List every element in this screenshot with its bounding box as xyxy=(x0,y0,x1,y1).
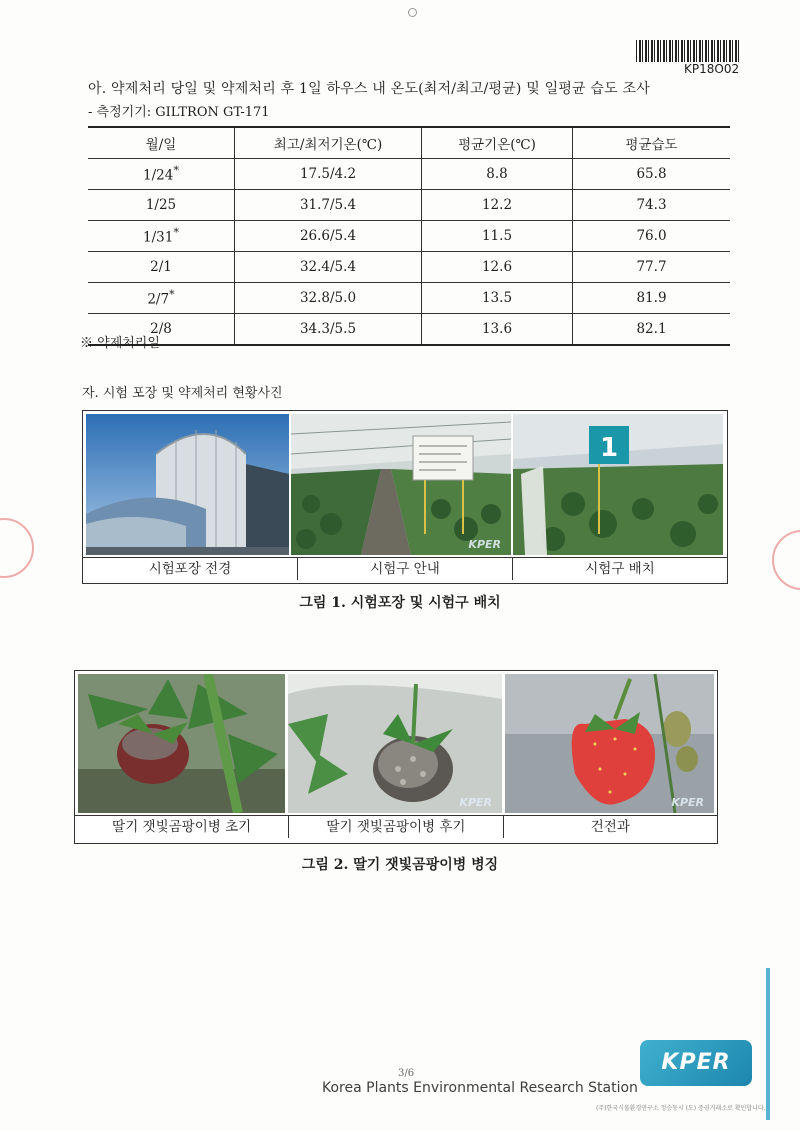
caption-plot-guide: 시험구 안내 xyxy=(297,558,512,580)
seal-stamp-left xyxy=(0,518,34,578)
max-min-cell: 31.7/5.4 xyxy=(235,190,422,221)
barcode xyxy=(636,40,740,62)
caption-healthy-fruit: 건전과 xyxy=(503,816,717,838)
page-number: 3/6 xyxy=(398,1068,415,1079)
trial-plot-guide-photo xyxy=(291,414,511,555)
column-header-max-min-temp: 최고/최저기온(℃) xyxy=(235,127,422,159)
column-header-mean-temp: 평균기온(℃) xyxy=(422,127,573,159)
mean-temp-cell: 13.6 xyxy=(422,314,573,346)
trial-plot-layout-photo xyxy=(513,414,723,555)
section-heading-temperature: 아. 약제처리 당일 및 약제처리 후 1일 하우스 내 온도(최저/최고/평균) 및 일평균 습도 조사 xyxy=(88,81,650,97)
section-heading-photos: 자. 시험 포장 및 약제처리 현황사진 xyxy=(82,386,283,401)
table-row xyxy=(88,190,730,221)
document-code: KP18O02 xyxy=(684,62,740,76)
late-gray-mold-photo xyxy=(288,674,502,813)
logo-subtext: (주)한국식물환경연구소 정승동시 (도) 증권거래소로 확인합니다. xyxy=(596,1105,766,1112)
asterisk-mark: * xyxy=(173,164,179,178)
date-cell: 1/25 xyxy=(88,190,235,221)
kper-logo: KPER xyxy=(640,1040,752,1086)
kper-watermark: KPER xyxy=(468,538,501,551)
mean-temp-cell: 13.5 xyxy=(422,283,573,314)
caption-plot-layout: 시험구 배치 xyxy=(512,558,727,580)
mean-temp-cell: 11.5 xyxy=(422,221,573,252)
date-cell: 2/1 xyxy=(88,252,235,283)
figure1-caption-row xyxy=(83,557,727,580)
figure2-title: 그림 2. 딸기 잿빛곰팡이병 병징 xyxy=(301,857,499,873)
figure2-panel xyxy=(74,670,718,844)
humidity-cell: 81.9 xyxy=(573,283,731,314)
column-header-mean-humidity: 평균습도 xyxy=(573,127,731,159)
table-row xyxy=(88,252,730,283)
max-min-cell: 32.4/5.4 xyxy=(235,252,422,283)
table-row xyxy=(88,221,730,252)
treatment-day-note: ※ 약제처리일 xyxy=(80,336,160,351)
table-row xyxy=(88,314,730,346)
kper-watermark: KPER xyxy=(671,796,704,809)
humidity-cell: 77.7 xyxy=(573,252,731,283)
healthy-fruit-photo xyxy=(505,674,714,813)
mean-temp-cell: 12.6 xyxy=(422,252,573,283)
date-cell: 2/7* xyxy=(88,283,235,314)
organization-name: Korea Plants Environmental Research Station xyxy=(322,1080,638,1096)
max-min-cell: 34.3/5.5 xyxy=(235,314,422,346)
max-min-cell: 17.5/4.2 xyxy=(235,159,422,190)
caption-field-overview: 시험포장 전경 xyxy=(148,561,232,577)
mean-temp-cell: 8.8 xyxy=(422,159,573,190)
measurement-device: - 측정기기: GILTRON GT-171 xyxy=(88,105,270,120)
humidity-cell: 82.1 xyxy=(573,314,731,346)
max-min-cell: 26.6/5.4 xyxy=(235,221,422,252)
max-min-cell: 32.8/5.0 xyxy=(235,283,422,314)
date-cell: 2/8 xyxy=(88,314,235,346)
seal-stamp-right xyxy=(772,530,800,590)
caption-early-gray-mold: 딸기 잿빛곰팡이병 초기 xyxy=(112,819,252,835)
column-header-date: 월/일 xyxy=(88,127,235,159)
figure1-title: 그림 1. 시험포장 및 시험구 배치 xyxy=(299,595,501,611)
asterisk-mark: * xyxy=(173,226,179,240)
temperature-humidity-table xyxy=(88,126,730,346)
side-accent-bar xyxy=(766,968,770,1120)
humidity-cell: 76.0 xyxy=(573,221,731,252)
humidity-cell: 74.3 xyxy=(573,190,731,221)
field-overview-photo xyxy=(86,414,289,555)
table-row xyxy=(88,283,730,314)
plot-sign-number: 1 xyxy=(599,433,619,463)
table-header-row xyxy=(88,127,730,159)
humidity-cell: 65.8 xyxy=(573,159,731,190)
kper-watermark: KPER xyxy=(459,796,492,809)
date-cell: 1/31* xyxy=(88,221,235,252)
caption-late-gray-mold: 딸기 잿빛곰팡이병 후기 xyxy=(288,816,502,838)
early-gray-mold-photo xyxy=(78,674,285,813)
figure2-caption-row xyxy=(75,815,717,838)
asterisk-mark: * xyxy=(169,288,175,302)
top-hole-mark xyxy=(408,8,417,17)
figure1-panel xyxy=(82,410,728,584)
table-row xyxy=(88,159,730,190)
mean-temp-cell: 12.2 xyxy=(422,190,573,221)
date-cell: 1/24* xyxy=(88,159,235,190)
